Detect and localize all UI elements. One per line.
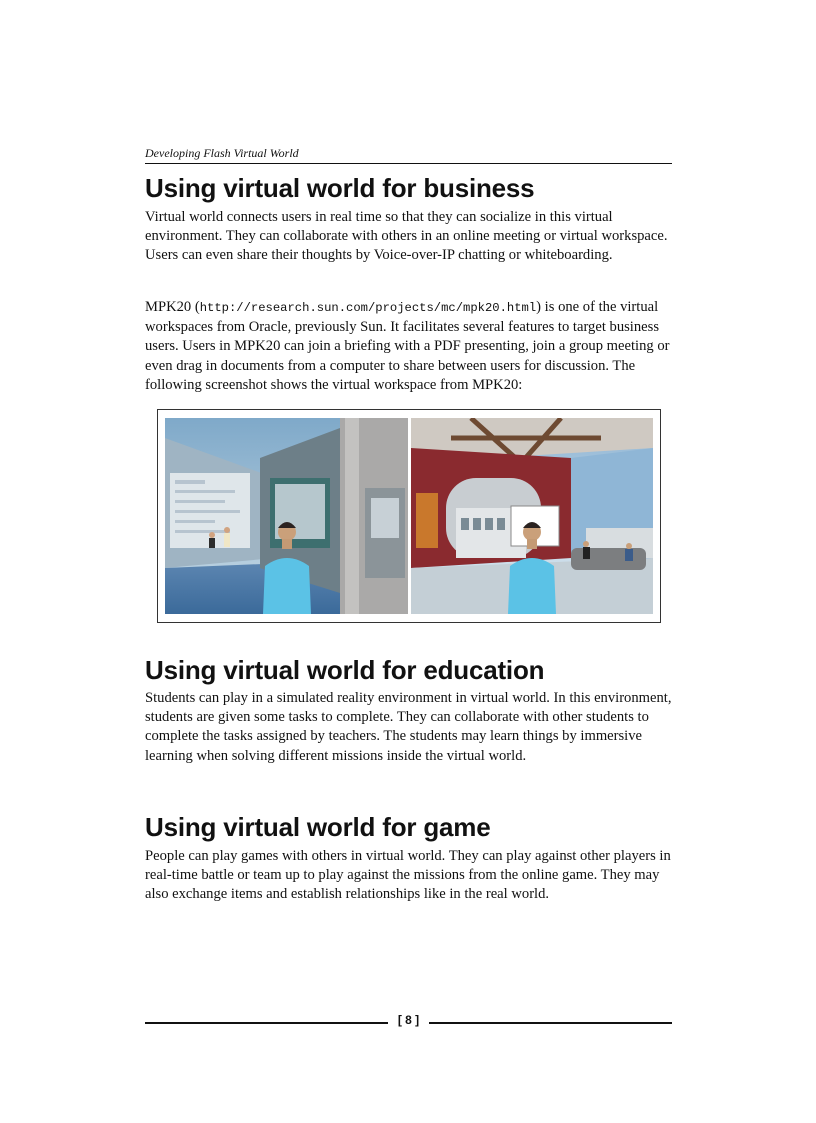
section-heading-business: Using virtual world for business xyxy=(145,173,535,203)
running-header: Developing Flash Virtual World xyxy=(145,146,672,164)
page-footer xyxy=(145,1013,672,1033)
mpk20-url: http://research.sun.com/projects/mc/mpk20.html xyxy=(199,301,537,315)
paragraph-education: Students can play in a simulated reality environment in virtual world. In this environment, students are given some tasks to complete. They can collaborate with other students to complete the tasks assigned by teachers. The students may learn things by immersive learning when solving different missions inside the virtual world. xyxy=(145,690,672,764)
mpk20-text-before: MPK20 ( xyxy=(145,299,200,315)
section-heading-game: Using virtual world for game xyxy=(145,812,491,842)
mpk20-screenshot-left xyxy=(165,418,408,614)
virtual-office-scene-right xyxy=(411,418,653,614)
paragraph-game: People can play games with others in virtual world. They can play against other players in real-time battle or team up to play against the missions from the online game. They may also exchange items and establish relationships like in the real world. xyxy=(145,848,671,903)
mpk20-text-after: ) is one of the virtual workspaces from Oracle, previously Sun. It facilitates several features to target business users. Users in MPK20 can join a briefing with a PDF presenting, join a group meeting or even drag in documents from a computer to share between users for discussion. The following screenshot shows the virtual workspace from MPK20: xyxy=(145,299,670,393)
section-heading-education: Using virtual world for education xyxy=(145,655,545,685)
mpk20-screenshot-right xyxy=(411,418,653,614)
paragraph-mpk20 xyxy=(145,298,672,395)
page-number: [ 8 ] xyxy=(392,1013,425,1027)
virtual-office-scene-left xyxy=(165,418,408,614)
paragraph-business: Virtual world connects users in real time so that they can socialize in this virtual environment. They can collaborate with others in an online meeting or virtual workspace. Users can even share their thoughts by Voice-over-IP chatting or whiteboarding. xyxy=(145,209,668,264)
mpk20-screenshot-figure xyxy=(157,409,661,623)
